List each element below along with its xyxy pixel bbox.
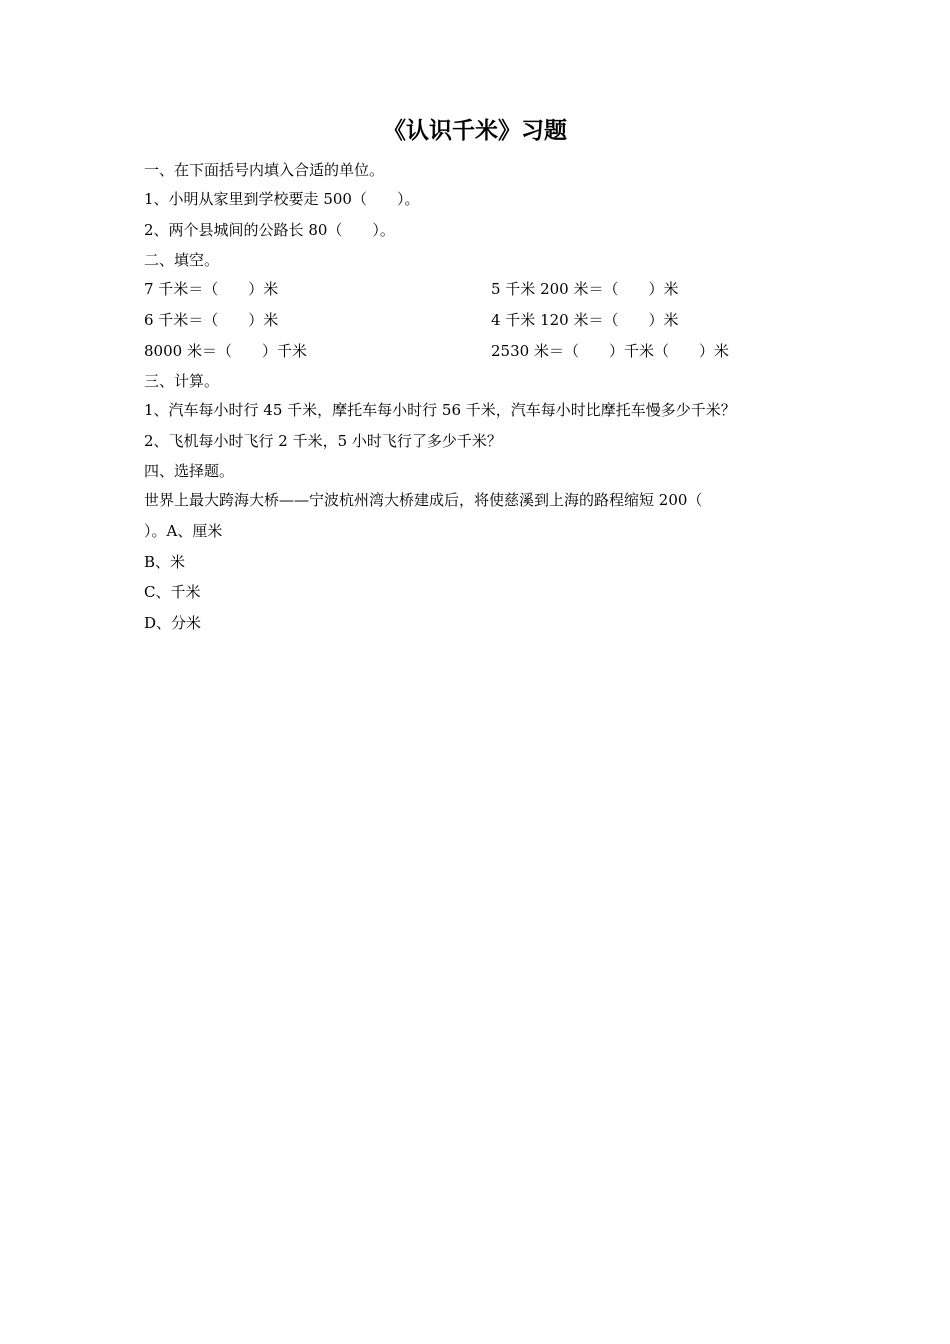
option-b: B、米 (144, 553, 186, 571)
section-2-heading: 二、填空。 (144, 251, 220, 269)
fill-blank-row-3-left: 8000 米＝（ ）千米 (144, 342, 307, 360)
fill-blank-row-3-right: 2530 米＝（ ）千米（ ）米 (491, 342, 729, 360)
section-3-question-2: 2、飞机每小时飞行 2 千米，5 小时飞行了多少千米？ (144, 432, 502, 450)
option-c: C、千米 (144, 583, 201, 601)
section-1-question-2: 2、两个县城间的公路长 80（ ）。 (144, 221, 395, 239)
section-4-heading: 四、选择题。 (144, 462, 235, 480)
section-3-question-1: 1、汽车每小时行 45 千米，摩托车每小时行 56 千米，汽车每小时比摩托车慢多少千米？ (144, 401, 736, 419)
section-3-heading: 三、计算。 (144, 372, 220, 390)
section-1-question-1: 1、小明从家里到学校要走 500（ ）。 (144, 190, 420, 208)
fill-blank-row-1-right: 5 千米 200 米＝（ ）米 (491, 280, 679, 298)
section-4-stem-line-1: 世界上最大跨海大桥——宁波杭州湾大桥建成后，将使慈溪到上海的路程缩短 200（ (144, 491, 703, 509)
page-title: 《认识千米》习题 (383, 117, 567, 144)
section-1-heading: 一、在下面括号内填入合适的单位。 (144, 161, 385, 179)
section-4-stem-line-2: ）。A、厘米 (144, 522, 223, 540)
option-d: D、分米 (144, 614, 202, 632)
fill-blank-row-2-right: 4 千米 120 米＝（ ）米 (491, 311, 679, 329)
fill-blank-row-1-left: 7 千米＝（ ）米 (144, 280, 279, 298)
fill-blank-row-2-left: 6 千米＝（ ）米 (144, 311, 279, 329)
